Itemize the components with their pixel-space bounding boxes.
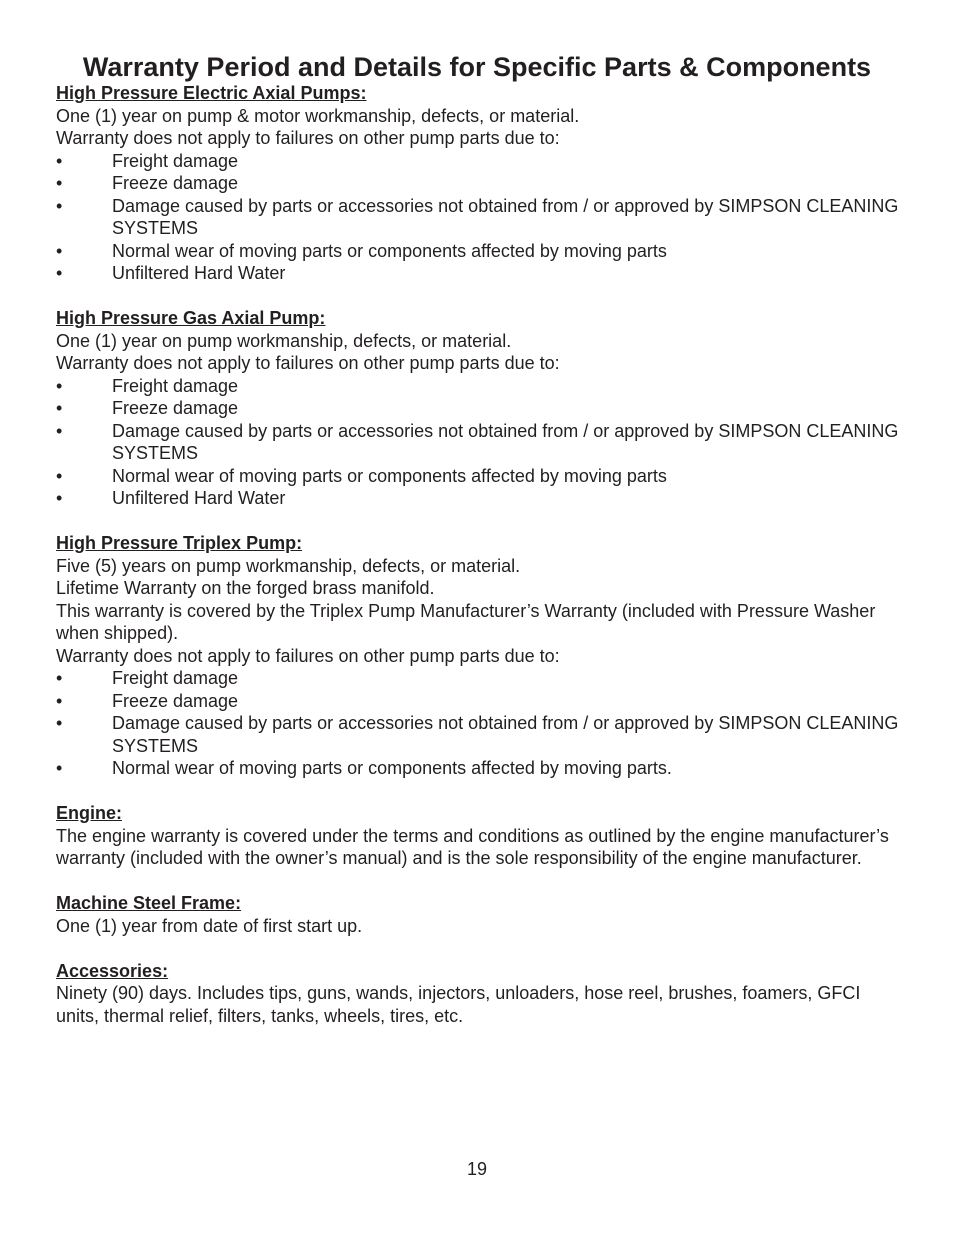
section-accessories (56, 960, 901, 1028)
bullet-list (56, 375, 901, 510)
section-heading: Engine: (56, 803, 122, 823)
section-paragraph: Warranty does not apply to failures on other pump parts due to: (56, 353, 560, 373)
list-item (56, 487, 901, 510)
section-paragraph: Warranty does not apply to failures on other pump parts due to: (56, 645, 560, 666)
list-item-text: Damage caused by parts or accessories not obtained from / or approved by SIMPSON CLEANING SYSTEMS (112, 713, 899, 756)
section-paragraph: One (1) year from date of first start up. (56, 915, 363, 936)
bullet-icon: • (56, 195, 63, 216)
bullet-icon: • (56, 375, 63, 396)
list-item (56, 420, 901, 465)
bullet-icon: • (56, 758, 63, 778)
list-item (56, 240, 901, 263)
section-paragraph: Five (5) years on pump workmanship, defects, or material. (56, 555, 521, 576)
list-item (56, 262, 901, 285)
list-item-text: Unfiltered Hard Water (112, 263, 286, 283)
bullet-icon: • (56, 488, 63, 508)
section-paragraph: One (1) year on pump & motor workmanship, defects, or material. (56, 105, 580, 126)
bullet-list (56, 150, 901, 285)
list-item-text: Freeze damage (112, 173, 239, 193)
list-item-text: Unfiltered Hard Water (112, 488, 286, 508)
list-item-text: Damage caused by parts or accessories not obtained from / or approved by SIMPSON CLEANING SYSTEMS (112, 420, 899, 463)
list-item-text: Freight damage (112, 375, 239, 396)
section-electric-axial-pumps (56, 82, 901, 285)
list-item-text: Freight damage (112, 150, 239, 171)
list-item (56, 757, 901, 780)
section-heading: High Pressure Triplex Pump: (56, 533, 303, 553)
bullet-icon: • (56, 668, 63, 688)
list-item (56, 465, 901, 488)
bullet-list (56, 667, 901, 780)
list-item-text: Normal wear of moving parts or components affected by moving parts (112, 465, 667, 486)
bullet-icon: • (56, 150, 63, 171)
list-item (56, 397, 901, 420)
section-heading: Accessories: (56, 960, 169, 981)
list-item-text: Freeze damage (112, 690, 239, 711)
list-item (56, 690, 901, 713)
section-paragraph: Ninety (90) days. Includes tips, guns, wands, injectors, unloaders, hose reel, brushes, foamers, GFCI units, thermal relief, filters, tanks, wheels, tires, etc. (56, 983, 861, 1026)
bullet-icon: • (56, 713, 63, 733)
bullet-icon: • (56, 420, 63, 441)
section-engine (56, 802, 901, 870)
section-paragraph: Lifetime Warranty on the forged brass manifold. (56, 578, 435, 598)
section-gas-axial-pump (56, 307, 901, 510)
section-triplex-pump (56, 532, 901, 780)
bullet-icon: • (56, 690, 63, 711)
section-heading: High Pressure Electric Axial Pumps: (56, 83, 367, 103)
section-machine-steel-frame (56, 892, 901, 937)
list-item (56, 667, 901, 690)
list-item (56, 712, 901, 757)
list-item (56, 375, 901, 398)
bullet-icon: • (56, 173, 63, 193)
bullet-icon: • (56, 240, 63, 261)
section-heading: High Pressure Gas Axial Pump: (56, 308, 326, 328)
list-item-text: Damage caused by parts or accessories not obtained from / or approved by SIMPSON CLEANING SYSTEMS (112, 195, 899, 238)
list-item (56, 150, 901, 173)
list-item-text: Normal wear of moving parts or components affected by moving parts (112, 240, 667, 261)
bullet-icon: • (56, 263, 63, 283)
bullet-icon: • (56, 398, 63, 418)
page-title: Warranty Period and Details for Specific Parts & Components (82, 52, 872, 82)
list-item (56, 195, 901, 240)
list-item-text: Freeze damage (112, 398, 239, 418)
warranty-content (56, 82, 901, 1050)
section-paragraph: This warranty is covered by the Triplex Pump Manufacturer’s Warranty (included with Pressure Washer when shipped). (56, 600, 876, 643)
list-item (56, 172, 901, 195)
page-number: 19 (466, 1159, 488, 1179)
section-paragraph: The engine warranty is covered under the terms and conditions as outlined by the engine manufacturer’s warranty (included with the owner’s manual) and is the sole responsibility of the engine manufacturer. (56, 825, 889, 868)
list-item-text: Freight damage (112, 668, 239, 688)
bullet-icon: • (56, 465, 63, 486)
section-heading: Machine Steel Frame: (56, 893, 242, 913)
section-paragraph: One (1) year on pump workmanship, defects, or material. (56, 330, 512, 351)
section-paragraph: Warranty does not apply to failures on other pump parts due to: (56, 128, 560, 148)
list-item-text: Normal wear of moving parts or components affected by moving parts. (112, 758, 672, 778)
